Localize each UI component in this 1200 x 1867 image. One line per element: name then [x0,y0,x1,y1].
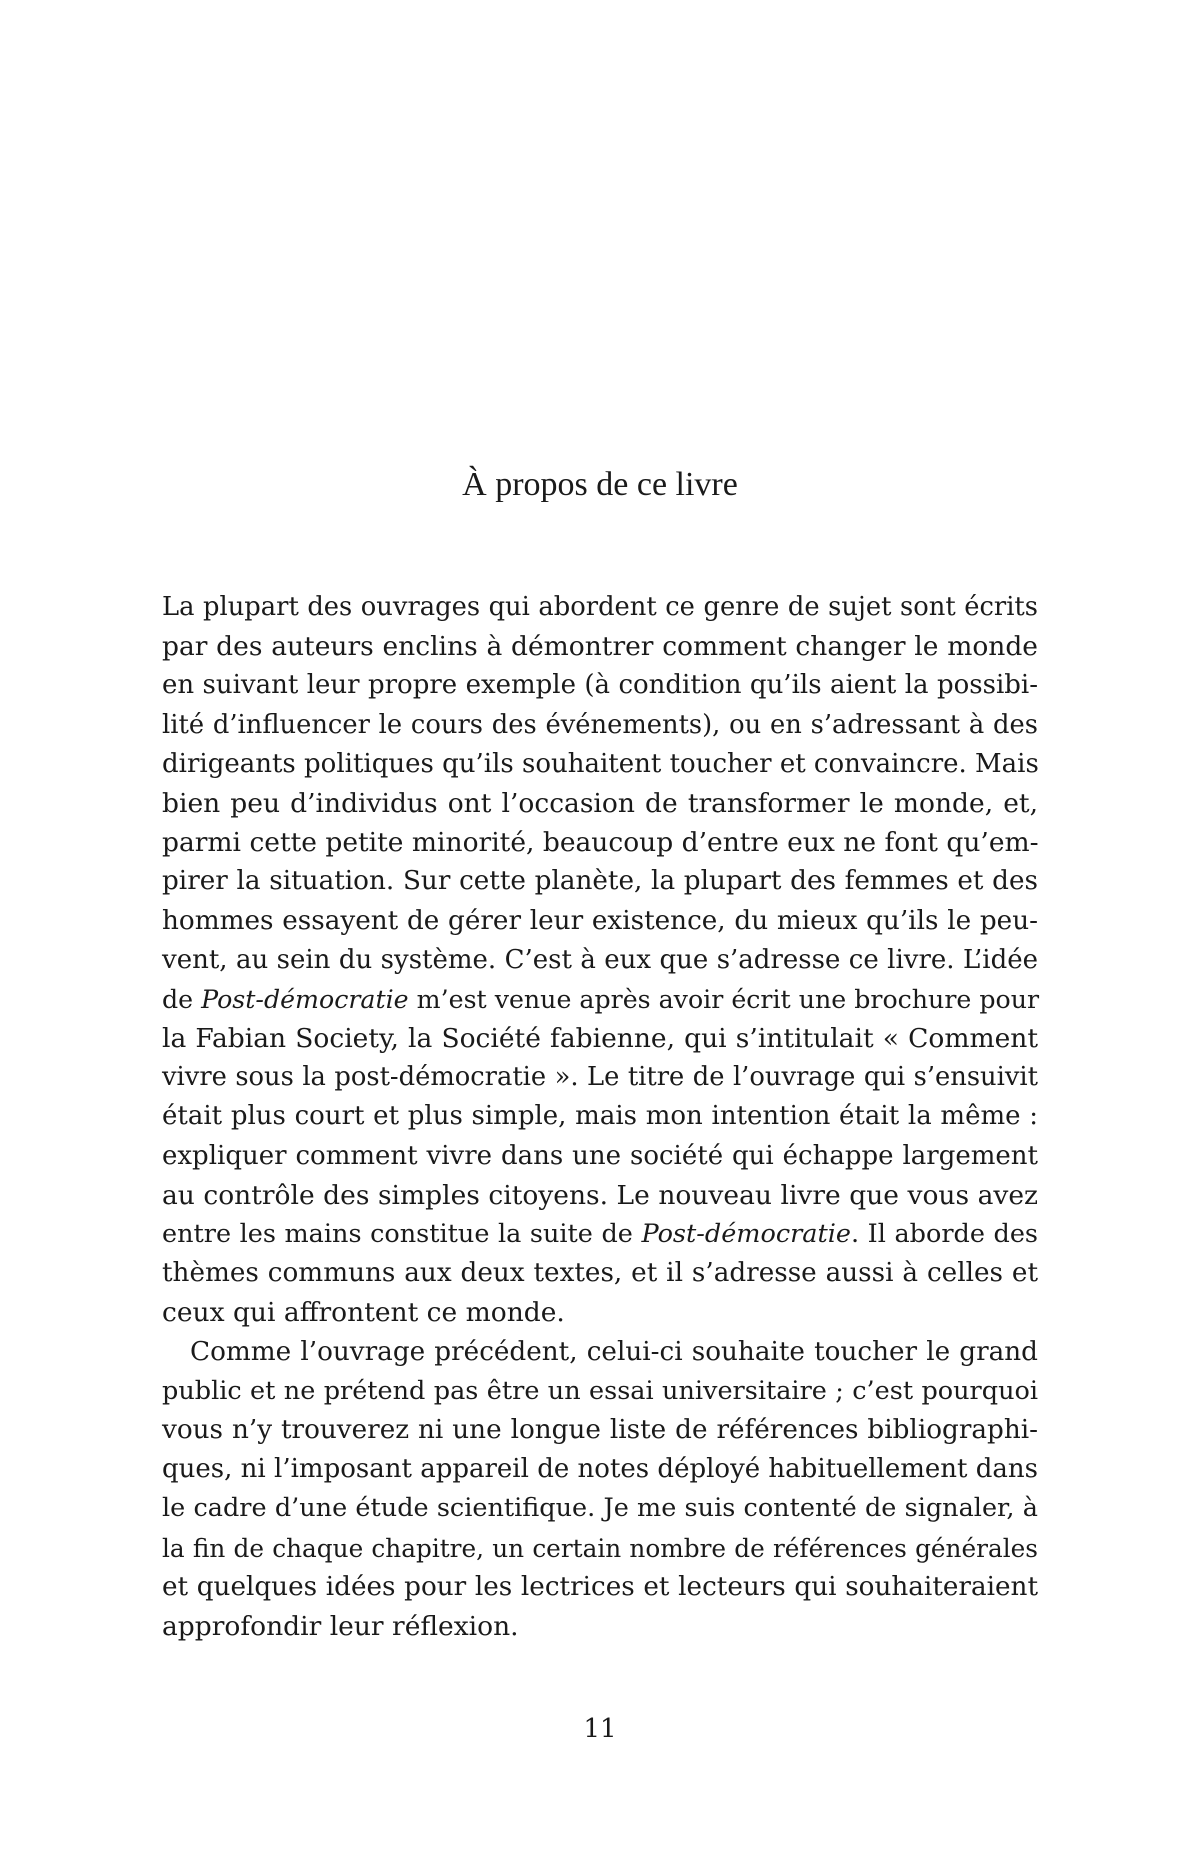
text-line-with-title [162,980,1038,1019]
text-fragment: m’est venue après avoir écrit une brochure pour [408,984,1040,1014]
text-line: la fin de chaque chapitre, un certain nombre de références générales [162,1533,1038,1563]
text-line: parmi cette petite minorité, beaucoup d’entre eux ne font qu’em- [162,827,1039,859]
text-line: public et ne prétend pas être un essai universitaire ; c’est pourquoi [162,1375,1038,1406]
text-fragment: entre les mains constitue la suite de [162,1219,642,1249]
text-line: était plus court et plus simple, mais mon intention était la même : [162,1101,1038,1132]
book-title-italic: Post-démocratie [201,984,409,1014]
text-line: vivre sous la post-démocratie ». Le titre de l’ouvrage qui s’ensuivit [162,1062,1038,1093]
text-line: bien peu d’individus ont l’occasion de transformer le monde, et, [162,787,1038,819]
text-line: en suivant leur propre exemple (à condition qu’ils aient la possibi- [162,670,1038,701]
text-line: au contrôle des simples citoyens. Le nouveau livre que vous avez [162,1179,1038,1211]
text-fragment: de [162,984,202,1014]
text-line: La plupart des ouvrages qui abordent ce genre de sujet sont écrits [162,592,1038,622]
text-line: approfondir leur réflexion. [162,1610,519,1642]
text-line: vent, au sein du système. C’est à eux que s’adresse ce livre. L’idée [162,944,1038,975]
text-line: par des auteurs enclins à démontrer comment changer le monde [162,631,1038,663]
text-line: ceux qui affrontent ce monde. [162,1297,565,1329]
text-line: la Fabian Society, la Société fabienne, qui s’intitulait « Comment [162,1023,1038,1055]
text-line: hommes essayent de gérer leur existence, du mieux qu’ils le peu- [162,905,1038,936]
book-title-italic: Post-démocratie [641,1219,851,1249]
text-line: le cadre d’une étude scientifique. Je me suis contenté de signaler, à [162,1493,1038,1524]
text-line: lité d’influencer le cours des événements), ou en s’adressant à des [162,709,1038,740]
text-line: pirer la situation. Sur cette planète, la plupart des femmes et des [162,866,1038,897]
paragraph-2 [162,1333,1038,1647]
text-fragment: . Il aborde des [851,1219,1039,1249]
text-line: expliquer comment vivre dans une société qui échappe largement [162,1140,1038,1171]
text-line: Comme l’ouvrage précédent, celui-ci souhaite toucher le grand [190,1336,1038,1367]
text-line-with-title [162,1215,1038,1254]
chapter-title: À propos de ce livre [462,466,738,503]
text-line: ques, ni l’imposant appareil de notes déployé habituellement dans [162,1454,1038,1485]
body-text [162,588,1038,1646]
text-line: dirigeants politiques qu’ils souhaitent toucher et convaincre. Mais [162,748,1039,779]
text-line: et quelques idées pour les lectrices et lecteurs qui souhaiteraient [162,1571,1038,1602]
paragraph-1 [162,588,1038,1333]
text-line: vous n’y trouverez ni une longue liste de références bibliographi- [162,1414,1038,1445]
text-line: thèmes communs aux deux textes, et il s’adresse aussi à celles et [162,1258,1038,1289]
page-number: 11 [583,1714,617,1744]
